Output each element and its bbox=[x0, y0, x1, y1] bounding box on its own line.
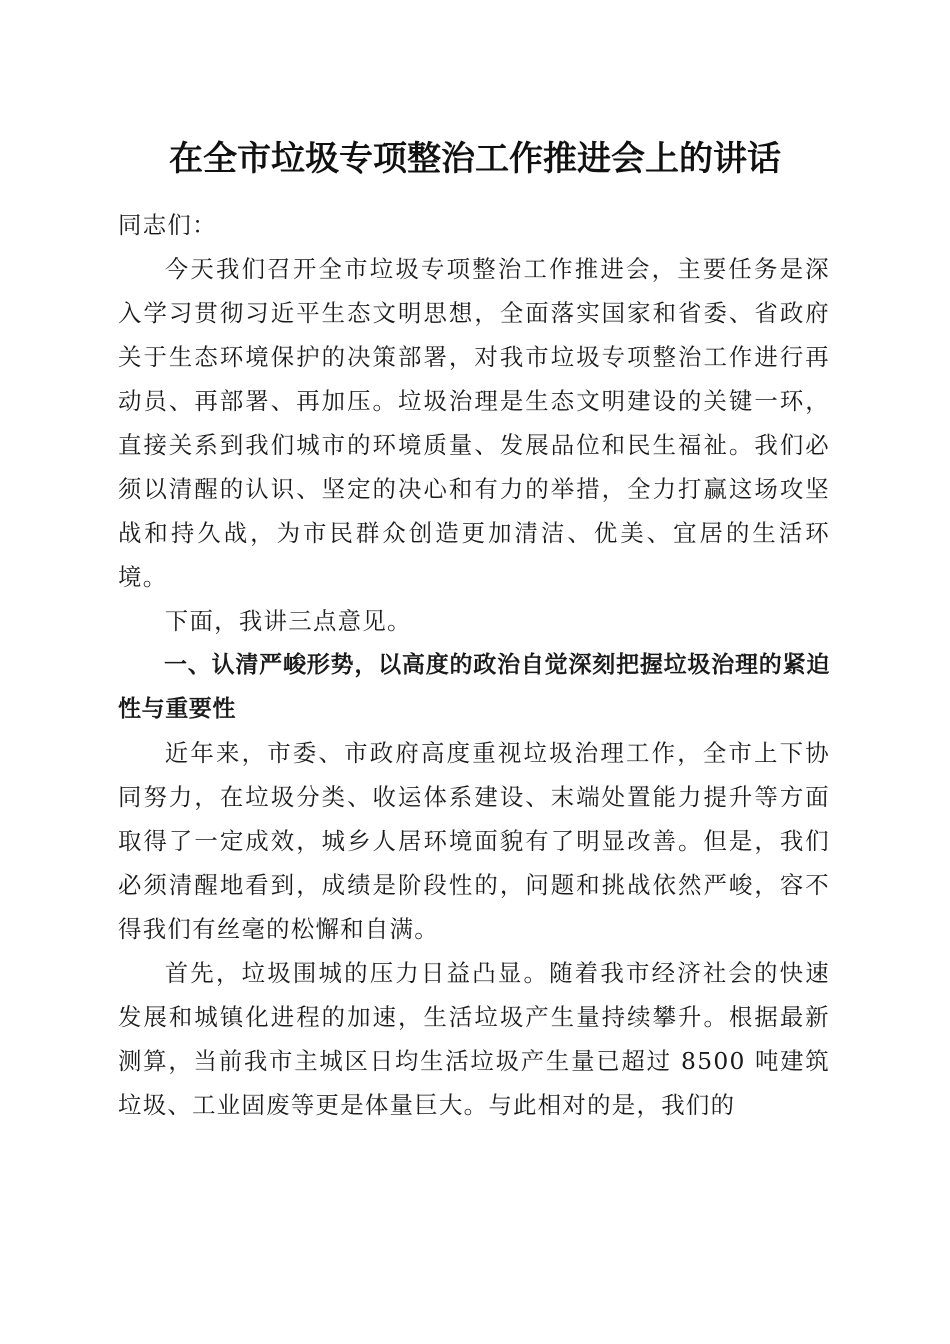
paragraph-transition: 下面，我讲三点意见。 bbox=[164, 607, 412, 635]
document-title: 在全市垃圾专项整治工作推进会上的讲话 bbox=[169, 139, 781, 179]
paragraph-section-1-first: 首先，垃圾围城的压力日益凸显。随着我市经济社会的快速发展和城镇化进程的加速，生活垃圾产生量持续攀升。根据最新测算，当前我市主城区日均生活垃圾产生量已超过 8500 吨建筑垃圾、工业固废等更是体量巨大。与此相对的是，我们的 bbox=[118, 959, 830, 1119]
paragraph-section-1-intro: 近年来，市委、市政府高度重视垃圾治理工作，全市上下协同努力，在垃圾分类、收运体系建设、末端处置能力提升等方面取得了一定成效，城乡人居环境面貌有了明显改善。但是，我们必须清醒地看到，成绩是阶段性的，问题和挑战依然严峻，容不得我们有丝毫的松懈和自满。 bbox=[118, 739, 830, 943]
document-body bbox=[118, 203, 830, 1127]
salutation: 同志们： bbox=[118, 211, 217, 239]
paragraph-opening: 今天我们召开全市垃圾专项整治工作推进会，主要任务是深入学习贯彻习近平生态文明思想，全面落实国家和省委、省政府关于生态环境保护的决策部署，对我市垃圾专项整治工作进行再动员、再部署、再加压。垃圾治理是生态文明建设的关键一环，直接关系到我们城市的环境质量、发展品位和民生福祉。我们必须以清醒的认识、坚定的决心和有力的举措，全力打赢这场攻坚战和持久战，为市民群众创造更加清洁、优美、宜居的生活环境。 bbox=[118, 255, 830, 591]
section-heading: 一、认清严峻形势，以高度的政治自觉深刻把握垃圾治理的紧迫性与重要性 bbox=[118, 652, 830, 722]
